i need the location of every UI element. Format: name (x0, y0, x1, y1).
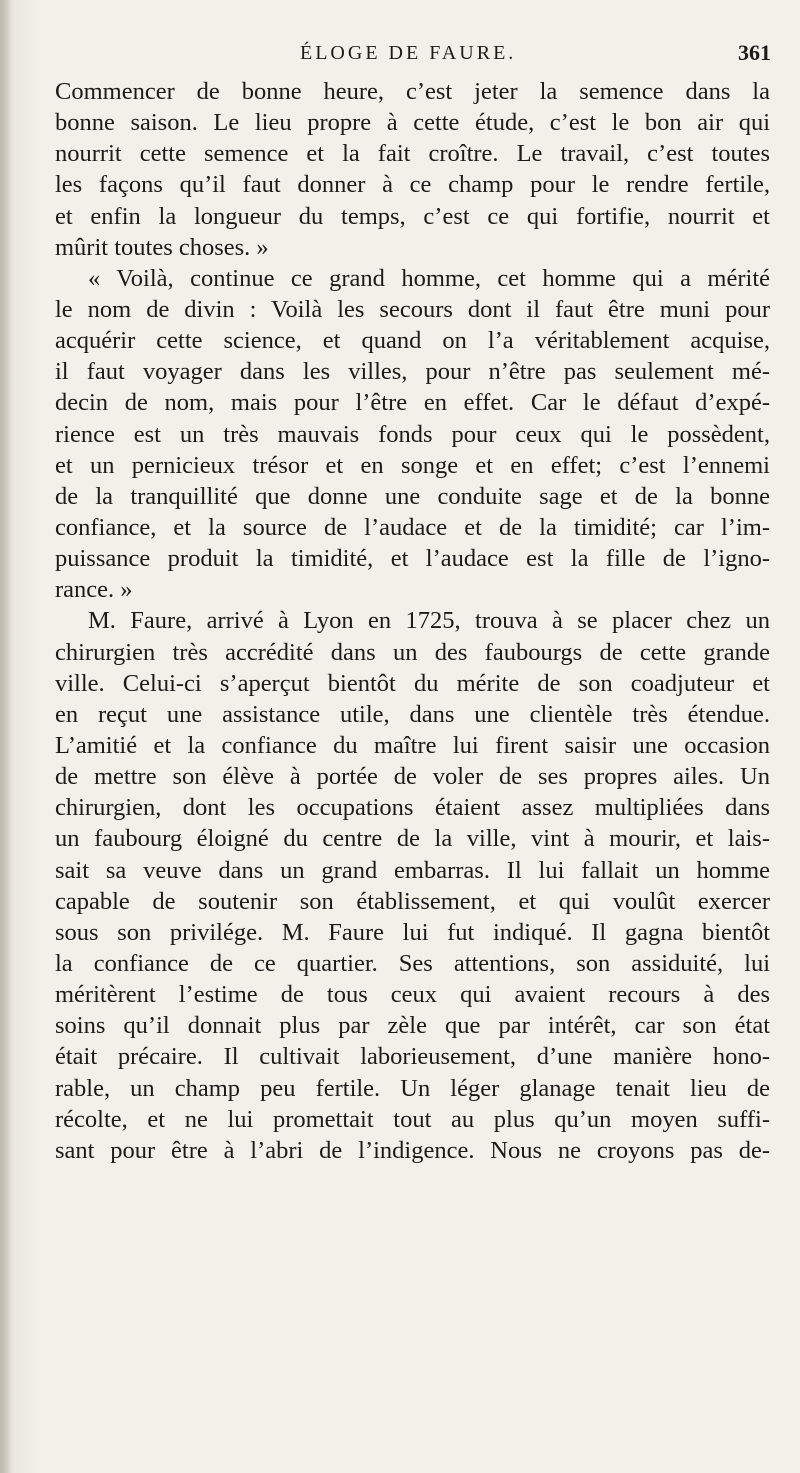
text-line: soins qu’il donnait plus par zèle que par intérêt, car son état (55, 1012, 770, 1040)
text-line: était précaire. Il cultivait laborieusement, d’une manière hono- (55, 1043, 770, 1071)
text-line: rience est un très mauvais fonds pour ceux qui le possèdent, (55, 420, 770, 448)
text-line: rance. » (55, 576, 133, 604)
text-line: mûrit toutes choses. » (55, 233, 269, 261)
text-line: récolte, et ne lui promettait tout au plus qu’un moyen suffi- (55, 1105, 770, 1133)
text-line: méritèrent l’estime de tous ceux qui avaient recours à des (55, 981, 770, 1009)
text-line: sant pour être à l’abri de l’indigence. Nous ne croyons pas de- (55, 1136, 770, 1164)
text-line: confiance, et la source de l’audace et de la timidité; car l’im- (55, 513, 770, 541)
text-line: un faubourg éloigné du centre de la ville, vint à mourir, et lais- (55, 825, 770, 853)
text-line: de la tranquillité que donne une conduite sage et de la bonne (55, 482, 770, 510)
text-line: capable de soutenir son établissement, et qui voulût exercer (55, 887, 770, 915)
text-line: nourrit cette semence et la fait croître. Le travail, c’est toutes (55, 140, 770, 168)
text-line: puissance produit la timidité, et l’audace est la fille de l’igno- (55, 545, 770, 573)
text-line: chirurgien très accrédité dans un des faubourgs de cette grande (55, 638, 770, 666)
text-line: et enfin la longueur du temps, c’est ce qui fortifie, nourrit et (55, 202, 770, 230)
binding-shadow (0, 0, 12, 1473)
page-number: 361 (738, 40, 771, 65)
text-line: sait sa veuve dans un grand embarras. Il lui fallait un homme (55, 856, 770, 884)
text-line: bonne saison. Le lieu propre à cette étude, c’est le bon air qui (55, 109, 770, 137)
text-line: sous son privilége. M. Faure lui fut indiqué. Il gagna bientôt (55, 918, 770, 946)
text-line: et un pernicieux trésor et en songe et en effet; c’est l’ennemi (55, 451, 770, 479)
text-line: rable, un champ peu fertile. Un léger glanage tenait lieu de (55, 1074, 770, 1102)
text-line: L’amitié et la confiance du maître lui firent saisir une occasion (55, 731, 770, 759)
running-title: ÉLOGE DE FAURE. (300, 42, 517, 64)
text-line: ville. Celui-ci s’aperçut bientôt du mérite de son coadjuteur et (55, 669, 770, 697)
body-text (55, 76, 770, 1166)
text-line: en reçut une assistance utile, dans une clientèle très étendue. (55, 700, 770, 728)
text-line: les façons qu’il faut donner à ce champ pour le rendre fertile, (55, 171, 770, 199)
text-line: chirurgien, dont les occupations étaient assez multipliées dans (55, 794, 770, 822)
text-line: acquérir cette science, et quand on l’a véritablement acquise, (55, 327, 770, 355)
running-head (0, 38, 800, 68)
text-line: de mettre son élève à portée de voler de ses propres ailes. Un (55, 763, 770, 791)
text-line: Commencer de bonne heure, c’est jeter la semence dans la (55, 78, 770, 105)
text-line: la confiance de ce quartier. Ses attentions, son assiduité, lui (55, 949, 770, 977)
text-line: « Voilà, continue ce grand homme, cet homme qui a mérité (88, 264, 770, 292)
text-line: decin de nom, mais pour l’être en effet. Car le défaut d’expé- (55, 389, 770, 417)
text-line: M. Faure, arrivé à Lyon en 1725, trouva à se placer chez un (88, 607, 770, 635)
text-line: il faut voyager dans les villes, pour n’être pas seulement mé- (55, 358, 770, 386)
text-line: le nom de divin : Voilà les secours dont il faut être muni pour (55, 295, 770, 323)
